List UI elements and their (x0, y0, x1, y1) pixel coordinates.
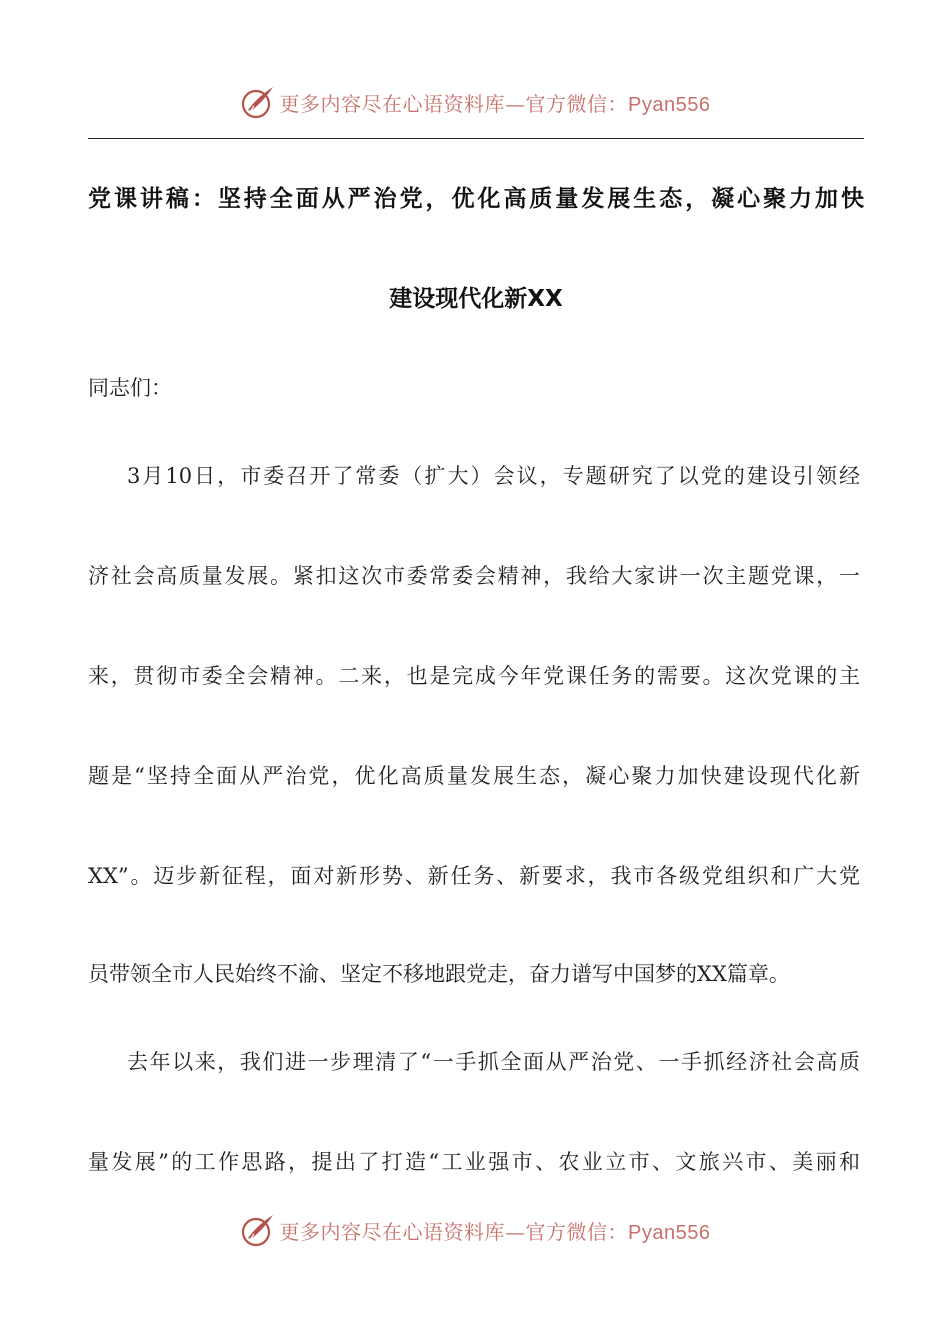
body-line: 员带领全市人民始终不渝、坚定不移地跟党走，奋力谱写中国梦的XX篇章。 (88, 962, 790, 986)
quill-logo-icon (240, 84, 276, 120)
header-watermark (0, 82, 950, 122)
body-line: 量发展”的工作思路，提出了打造“工业强市、农业立市、文旅兴市、美丽和 (88, 1150, 860, 1174)
footer-watermark (0, 1210, 950, 1250)
document-title-line-2: 建设现代化新XX (389, 286, 563, 312)
salutation: 同志们： (88, 376, 172, 400)
watermark-text: 更多内容尽在心语资料库—官方微信：Pyan556 (279, 91, 711, 116)
watermark-text: 更多内容尽在心语资料库—官方微信：Pyan556 (279, 1219, 711, 1244)
body-line: XX”。迈步新征程，面对新形势、新任务、新要求，我市各级党组织和广大党 (88, 864, 860, 888)
body-line: 济社会高质量发展。紧扣这次市委常委会精神，我给大家讲一次主题党课，一 (88, 564, 860, 588)
header-divider (88, 138, 864, 139)
body-line: 题是“坚持全面从严治党，优化高质量发展生态，凝心聚力加快建设现代化新 (88, 764, 860, 788)
watermark-id: Pyan556 (628, 93, 711, 116)
quill-logo-icon (240, 1212, 276, 1248)
body-line: 3月10日，市委召开了常委（扩大）会议，专题研究了以党的建设引领经 (127, 464, 860, 488)
body-line: 来，贯彻市委全会精神。二来，也是完成今年党课任务的需要。这次党课的主 (88, 664, 860, 688)
watermark-id: Pyan556 (628, 1221, 711, 1244)
body-line: 去年以来，我们进一步理清了“一手抓全面从严治党、一手抓经济社会高质 (127, 1050, 860, 1074)
document-title-line-1: 党课讲稿：坚持全面从严治党，优化高质量发展生态，凝心聚力加快 (88, 186, 864, 212)
